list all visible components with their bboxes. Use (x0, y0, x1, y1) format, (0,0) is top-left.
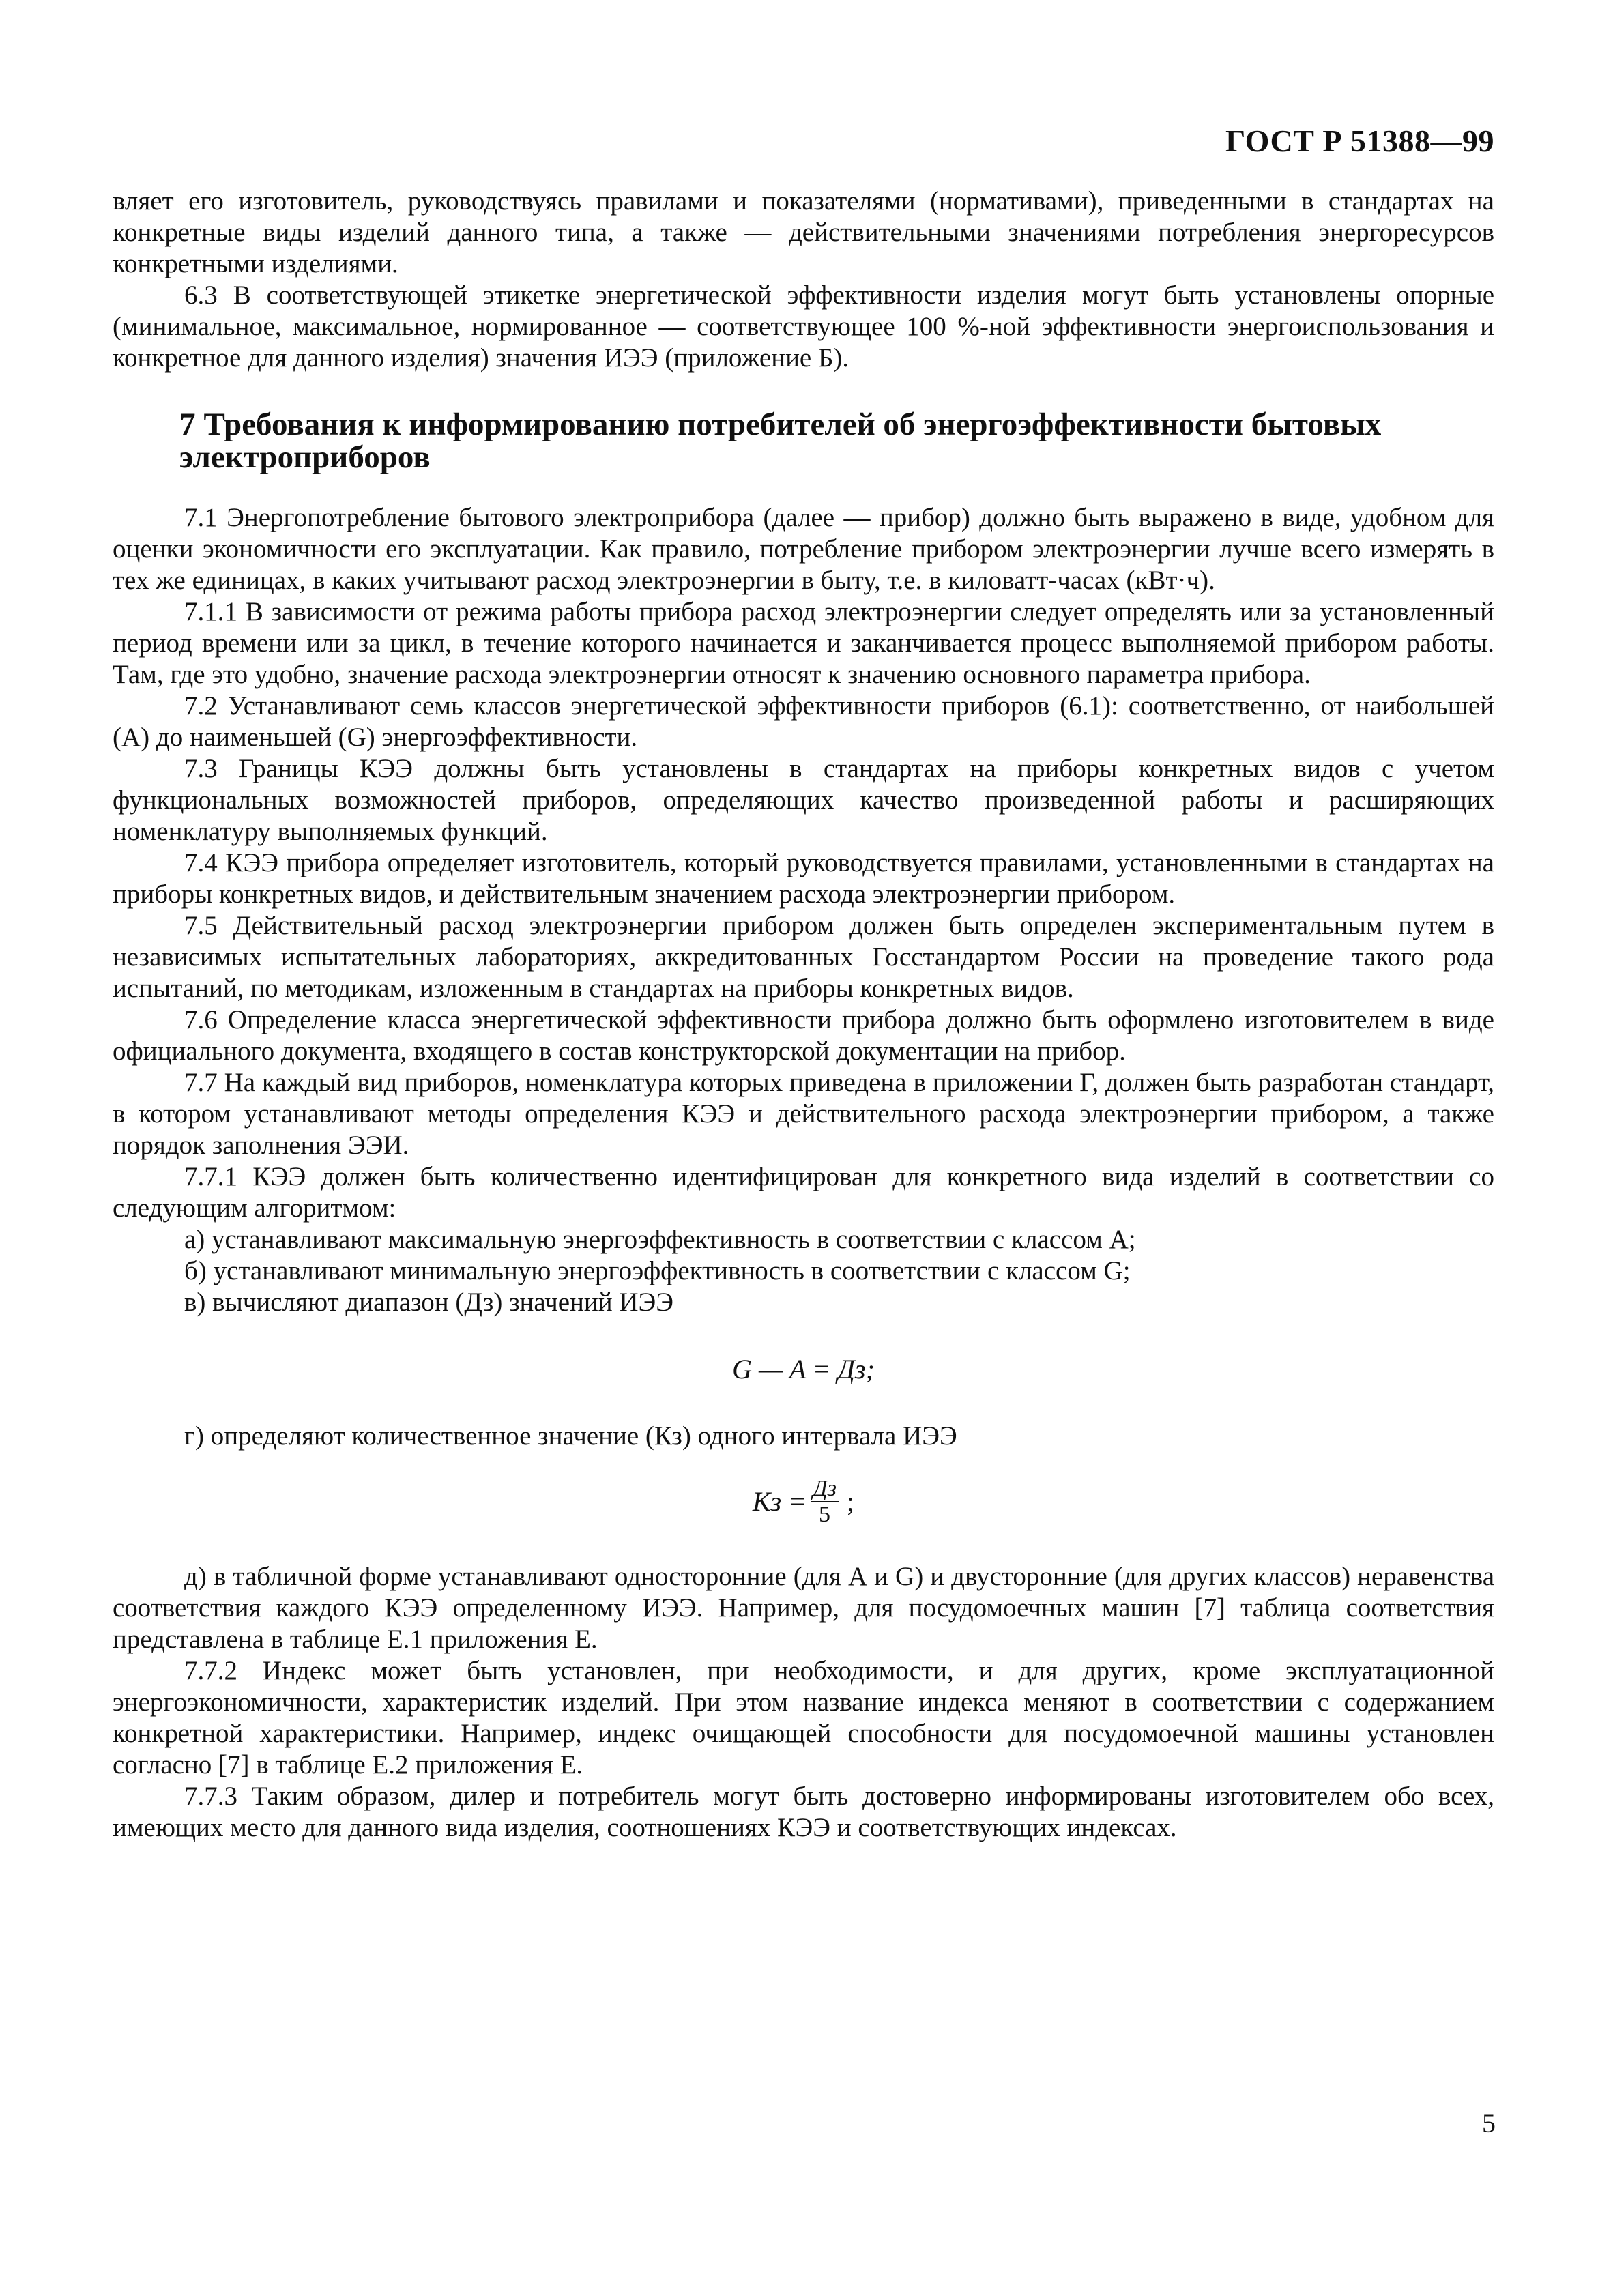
section-7-heading (113, 408, 1494, 474)
list-item-b: б) устанавливают минимальную энергоэффективность в соответствии с классом G; (184, 1256, 1131, 1285)
formula-range: G — A = Дз; (732, 1354, 875, 1384)
list-item-a: а) устанавливают максимальную энергоэффективность в соответствии с классом А; (184, 1225, 1136, 1254)
paragraph-continuation: вляет его изготовитель, руководствуясь правилами и показателями (нормативами), приведенными в стандартах на конкретные виды изделий данного типа, а также — действительными значениями потребления энергоресурсов конкретными изделиями. (113, 186, 1494, 278)
paragraph-7-1: 7.1 Энергопотребление бытового электроприбора (далее — прибор) должно быть выражено в виде, удобном для оценки экономичности его эксплуатации. Как правило, потребление прибором электроэнергии лучше всего измерять в тех же единицах, в каких учитывают расход электроэнергии в быту, т.е. в киловатт-часах (кВт·ч). (113, 503, 1494, 595)
paragraph-7-7: 7.7 На каждый вид приборов, номенклатура которых приведена в приложении Г, должен быть разработан стандарт, в котором устанавливают методы определения КЭЭ и действительного расхода электроэнергии прибором, а также порядок заполнения ЭЭИ. (113, 1068, 1494, 1160)
fraction-numerator: Дз (811, 1477, 839, 1502)
paragraph-7-1-1: 7.1.1 В зависимости от режима работы прибора расход электроэнергии следует определять или за установленный период времени или за цикл, в течение которого начинается и заканчивается процесс выполняемой прибором работы. Там, где это удобно, значение расхода электроэнергии относят к значению основного параметра прибора. (113, 597, 1494, 689)
paragraph-7-7-2: 7.7.2 Индекс может быть установлен, при необходимости, и для других, кроме эксплуатационной энергоэкономичности, характеристик изделий. При этом название индекса меняют в соответствии с содержанием конкретной характеристики. Например, индекс очищающей способности для посудомоечной машины установлен согласно [7] в таблице Е.2 приложения Е. (113, 1656, 1494, 1779)
paragraph-7-4: 7.4 КЭЭ прибора определяет изготовитель, который руководствуется правилами, установленными в стандартах на приборы конкретных видов, и действительным значением расхода электроэнергии прибором. (113, 848, 1494, 909)
formula-fraction (811, 1477, 839, 1527)
paragraph-7-7-3: 7.7.3 Таким образом, дилер и потребитель могут быть достоверно информированы изготовителем обо всех, имеющих место для данного вида изделия, соотношениях КЭЭ и соответствующих индексах. (113, 1782, 1494, 1842)
formula-lhs: Кз = (752, 1486, 807, 1517)
document-body (113, 186, 1494, 1844)
section-number: 7 (179, 407, 196, 442)
paragraph-6-3: 6.3 В соответствующей этикетке энергетической эффективности изделия могут быть установлены опорные (минимальное, максимальное, нормированное — соответствующее 100 %-ной эффективности энергоиспользования и конкретное для данного изделия) значения ИЭЭ (приложение Б). (113, 280, 1494, 373)
list-item-g: г) определяют количественное значение (Кз) одного интервала ИЭЭ (184, 1421, 957, 1451)
section-title: Требования к информированию потребителей об энергоэффективности бытовых электроприборов (179, 407, 1382, 475)
paragraph-7-3: 7.3 Границы КЭЭ должны быть установлены в стандартах на приборы конкретных видов с учетом функциональных возможностей приборов, определяющих качество произведенной работы и расширяющих номенклатуру выполняемых функций. (113, 754, 1494, 846)
list-item-v: в) вычисляют диапазон (Дз) значений ИЭЭ (184, 1288, 674, 1317)
formula-interval (113, 1477, 1494, 1527)
document-header: ГОСТ Р 51388—99 (1225, 123, 1494, 158)
formula-end: ; (846, 1486, 855, 1517)
fraction-denominator: 5 (819, 1502, 831, 1527)
page-number: 5 (1482, 2108, 1496, 2138)
paragraph-7-7-1: 7.7.1 КЭЭ должен быть количественно идентифицирован для конкретного вида изделий в соответствии со следующим алгоритмом: (113, 1162, 1494, 1223)
paragraph-7-2: 7.2 Устанавливают семь классов энергетической эффективности приборов (6.1): соответственно, от наибольшей (А) до наименьшей (G) энергоэффективности. (113, 691, 1494, 752)
paragraph-7-6: 7.6 Определение класса энергетической эффективности прибора должно быть оформлено изготовителем в виде официального документа, входящего в состав конструкторской документации на прибор. (113, 1005, 1494, 1066)
list-item-d: д) в табличной форме устанавливают односторонние (для А и G) и двусторонние (для других классов) неравенства соответствия каждого КЭЭ определенному ИЭЭ. Например, для посудомоечных машин [7] таблица соответствия представлена в таблице Е.1 приложения Е. (113, 1562, 1494, 1654)
paragraph-7-5: 7.5 Действительный расход электроэнергии прибором должен быть определен экспериментальным путем в независимых испытательных лабораториях, аккредитованных Госстандартом России на проведение такого рода испытаний, по методикам, изложенным в стандартах на приборы конкретных видов. (113, 911, 1494, 1003)
